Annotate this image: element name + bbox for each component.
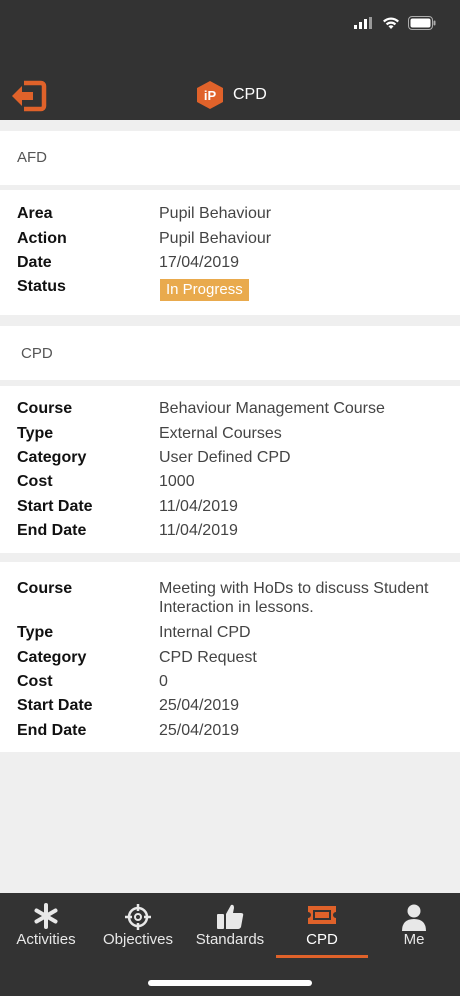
afd-label-area: Area xyxy=(17,205,53,222)
cellular-signal-icon xyxy=(354,17,374,29)
afd-value-date: 17/04/2019 xyxy=(159,254,240,271)
cpd-label-category: Category xyxy=(17,449,87,466)
logout-icon xyxy=(10,80,48,112)
cpd-value-end-date: 25/04/2019 xyxy=(159,722,240,739)
cpd-label-type: Type xyxy=(17,425,54,442)
cpd-value-cost: 1000 xyxy=(159,473,195,490)
tab-label: CPD xyxy=(306,931,338,948)
header-title-group xyxy=(196,80,267,110)
tab-label: Objectives xyxy=(102,931,174,948)
tab-label: Me xyxy=(403,931,425,948)
cpd-label-end-date: End Date xyxy=(17,522,87,539)
afd-section-header xyxy=(0,131,460,185)
cpd-label-type: Type xyxy=(17,624,54,641)
status-bar xyxy=(354,16,436,30)
cpd-value-end-date: 11/04/2019 xyxy=(159,522,238,539)
ip-logo-text: iP xyxy=(203,88,217,103)
cpd-label-start-date: Start Date xyxy=(17,697,93,714)
tab-label: Activities xyxy=(16,931,76,948)
tab-me[interactable] xyxy=(368,893,460,957)
app-header xyxy=(0,0,460,120)
status-badge: In Progress xyxy=(160,279,249,301)
cpd-value-type: External Courses xyxy=(159,425,282,442)
cpd-label-category: Category xyxy=(17,649,87,666)
afd-label-date: Date xyxy=(17,254,52,271)
cpd-value-cost: 0 xyxy=(159,673,168,690)
cpd-value-course: Meeting with HoDs to discuss Student Interaction in lessons. xyxy=(159,580,429,616)
battery-icon xyxy=(408,16,436,30)
cpd-label-course: Course xyxy=(17,580,73,597)
tab-objectives[interactable] xyxy=(92,893,184,957)
asterisk-icon xyxy=(33,903,59,929)
wifi-icon xyxy=(382,17,400,30)
afd-value-area: Pupil Behaviour xyxy=(159,205,272,222)
thumbs-up-icon xyxy=(215,903,245,931)
afd-label-action: Action xyxy=(17,230,67,247)
home-indicator[interactable] xyxy=(148,980,312,986)
tab-activities[interactable] xyxy=(0,893,92,957)
ip-logo-icon xyxy=(196,80,224,110)
afd-section-title: AFD xyxy=(17,149,47,166)
afd-label-status: Status xyxy=(17,278,66,295)
active-tab-indicator xyxy=(276,955,368,958)
afd-value-action: Pupil Behaviour xyxy=(159,230,272,247)
cpd-label-cost: Cost xyxy=(17,673,53,690)
cpd-value-category: User Defined CPD xyxy=(159,449,291,466)
crosshair-icon xyxy=(124,903,152,931)
cpd-section-title: CPD xyxy=(21,345,53,362)
tab-cpd[interactable] xyxy=(276,893,368,957)
cpd-value-category: CPD Request xyxy=(159,649,257,666)
cpd-label-course: Course xyxy=(17,400,73,417)
cpd-section-header xyxy=(0,326,460,380)
cpd-label-end-date: End Date xyxy=(17,722,87,739)
ticket-icon xyxy=(306,903,338,927)
page-title: CPD xyxy=(233,86,267,103)
cpd-entry-row xyxy=(17,579,447,619)
cpd-value-start-date: 25/04/2019 xyxy=(159,697,240,714)
tab-label: Standards xyxy=(195,931,265,948)
cpd-value-type: Internal CPD xyxy=(159,624,251,641)
cpd-label-start-date: Start Date xyxy=(17,498,93,515)
person-icon xyxy=(400,903,428,931)
cpd-value-start-date: 11/04/2019 xyxy=(159,498,238,515)
tab-standards[interactable] xyxy=(184,893,276,957)
logout-button[interactable] xyxy=(10,80,48,112)
cpd-label-cost: Cost xyxy=(17,473,53,490)
cpd-value-course: Behaviour Management Course xyxy=(159,400,385,417)
